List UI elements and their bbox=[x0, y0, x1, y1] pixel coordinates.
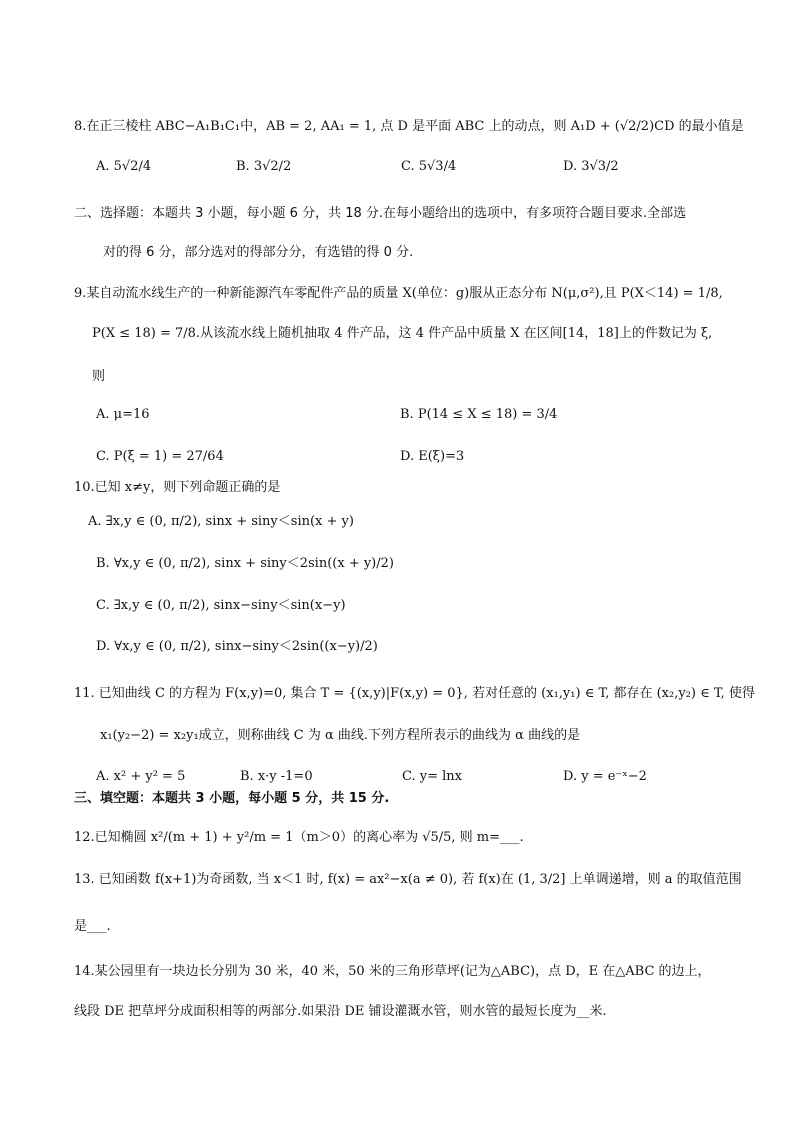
q8-option-b: B. 3√2/2 bbox=[236, 159, 292, 174]
q9-line2: P(X ≤ 18) = 7/8.从该流水线上随机抽取 4 件产品，这 4 件产品中质量 X 在区间[14，18]上的件数记为 ξ, bbox=[92, 326, 713, 341]
q11-line2: x₁(y₂−2) = x₂y₁成立，则称曲线 C 为 α 曲线.下列方程所表示的曲线为 α 曲线的是 bbox=[100, 728, 581, 743]
section2-line1: 二、选择题：本题共 3 小题，每小题 6 分，共 18 分.在每小题给出的选项中，有多项符合题目要求.全部选 bbox=[74, 206, 687, 221]
q13-line1: 13. 已知函数 f(x+1)为奇函数, 当 x＜1 时, f(x) = ax²−x(a ≠ 0), 若 f(x)在 (1, 3/2] 上单调递增，则 a 的取值范围 bbox=[74, 872, 742, 887]
q12-text: 12.已知椭圆 x²/(m + 1) + y²/m = 1（m＞0）的离心率为 √5/5, 则 m=___. bbox=[74, 830, 524, 845]
q10-option-b: B. ∀x,y ∈ (0, π/2), sinx + siny＜2sin((x + y)/2) bbox=[96, 556, 394, 571]
q9-option-c: C. P(ξ = 1) = 27/64 bbox=[96, 449, 224, 464]
q9-option-b: B. P(14 ≤ X ≤ 18) = 3/4 bbox=[400, 407, 558, 422]
q9-option-a: A. μ=16 bbox=[96, 407, 150, 422]
q8-option-c: C. 5√3/4 bbox=[401, 159, 457, 174]
q8-option-a: A. 5√2/4 bbox=[96, 159, 152, 174]
section2-line2: 对的得 6 分，部分选对的得部分分，有选错的得 0 分. bbox=[103, 245, 414, 260]
q11-option-a: A. x² + y² = 5 bbox=[96, 769, 186, 784]
q9-line3: 则 bbox=[92, 369, 106, 384]
q11-option-b: B. x·y -1=0 bbox=[240, 769, 313, 784]
q9-line1: 9.某自动流水线生产的一种新能源汽车零配件产品的质量 X(单位：g)服从正态分布 N(μ,σ²),且 P(X＜14) = 1/8, bbox=[74, 286, 723, 301]
q10-stem: 10.已知 x≠y，则下列命题正确的是 bbox=[74, 480, 281, 495]
q10-option-a: A. ∃x,y ∈ (0, π/2), sinx + siny＜sin(x + y) bbox=[88, 514, 354, 529]
q11-line1: 11. 已知曲线 C 的方程为 F(x,y)=0, 集合 T = {(x,y)|F(x,y) = 0}, 若对任意的 (x₁,y₁) ∈ T, 都存在 (x₂,y₂) ∈ T, 使得 bbox=[74, 686, 755, 701]
q9-option-d: D. E(ξ)=3 bbox=[400, 449, 465, 464]
q10-option-d: D. ∀x,y ∈ (0, π/2), sinx−siny＜2sin((x−y)/2) bbox=[96, 639, 378, 654]
q8-stem: 8.在正三棱柱 ABC−A₁B₁C₁中，AB = 2, AA₁ = 1, 点 D 是平面 ABC 上的动点，则 A₁D + (√2/2)CD 的最小值是 bbox=[74, 119, 744, 134]
q14-line2: 线段 DE 把草坪分成面积相等的两部分.如果沿 DE 铺设灌溉水管，则水管的最短长度为__米. bbox=[74, 1004, 607, 1019]
q13-line2: 是___. bbox=[74, 919, 111, 934]
section3-title: 三、填空题：本题共 3 小题，每小题 5 分，共 15 分. bbox=[74, 791, 390, 806]
q11-option-c: C. y= lnx bbox=[402, 769, 462, 784]
q11-option-d: D. y = e⁻ˣ−2 bbox=[563, 769, 647, 784]
q10-option-c: C. ∃x,y ∈ (0, π/2), sinx−siny＜sin(x−y) bbox=[96, 598, 346, 613]
q14-line1: 14.某公园里有一块边长分别为 30 米，40 米，50 米的三角形草坪(记为△ABC)，点 D，E 在△ABC 的边上， bbox=[74, 964, 711, 979]
q8-option-d: D. 3√3/2 bbox=[563, 159, 619, 174]
